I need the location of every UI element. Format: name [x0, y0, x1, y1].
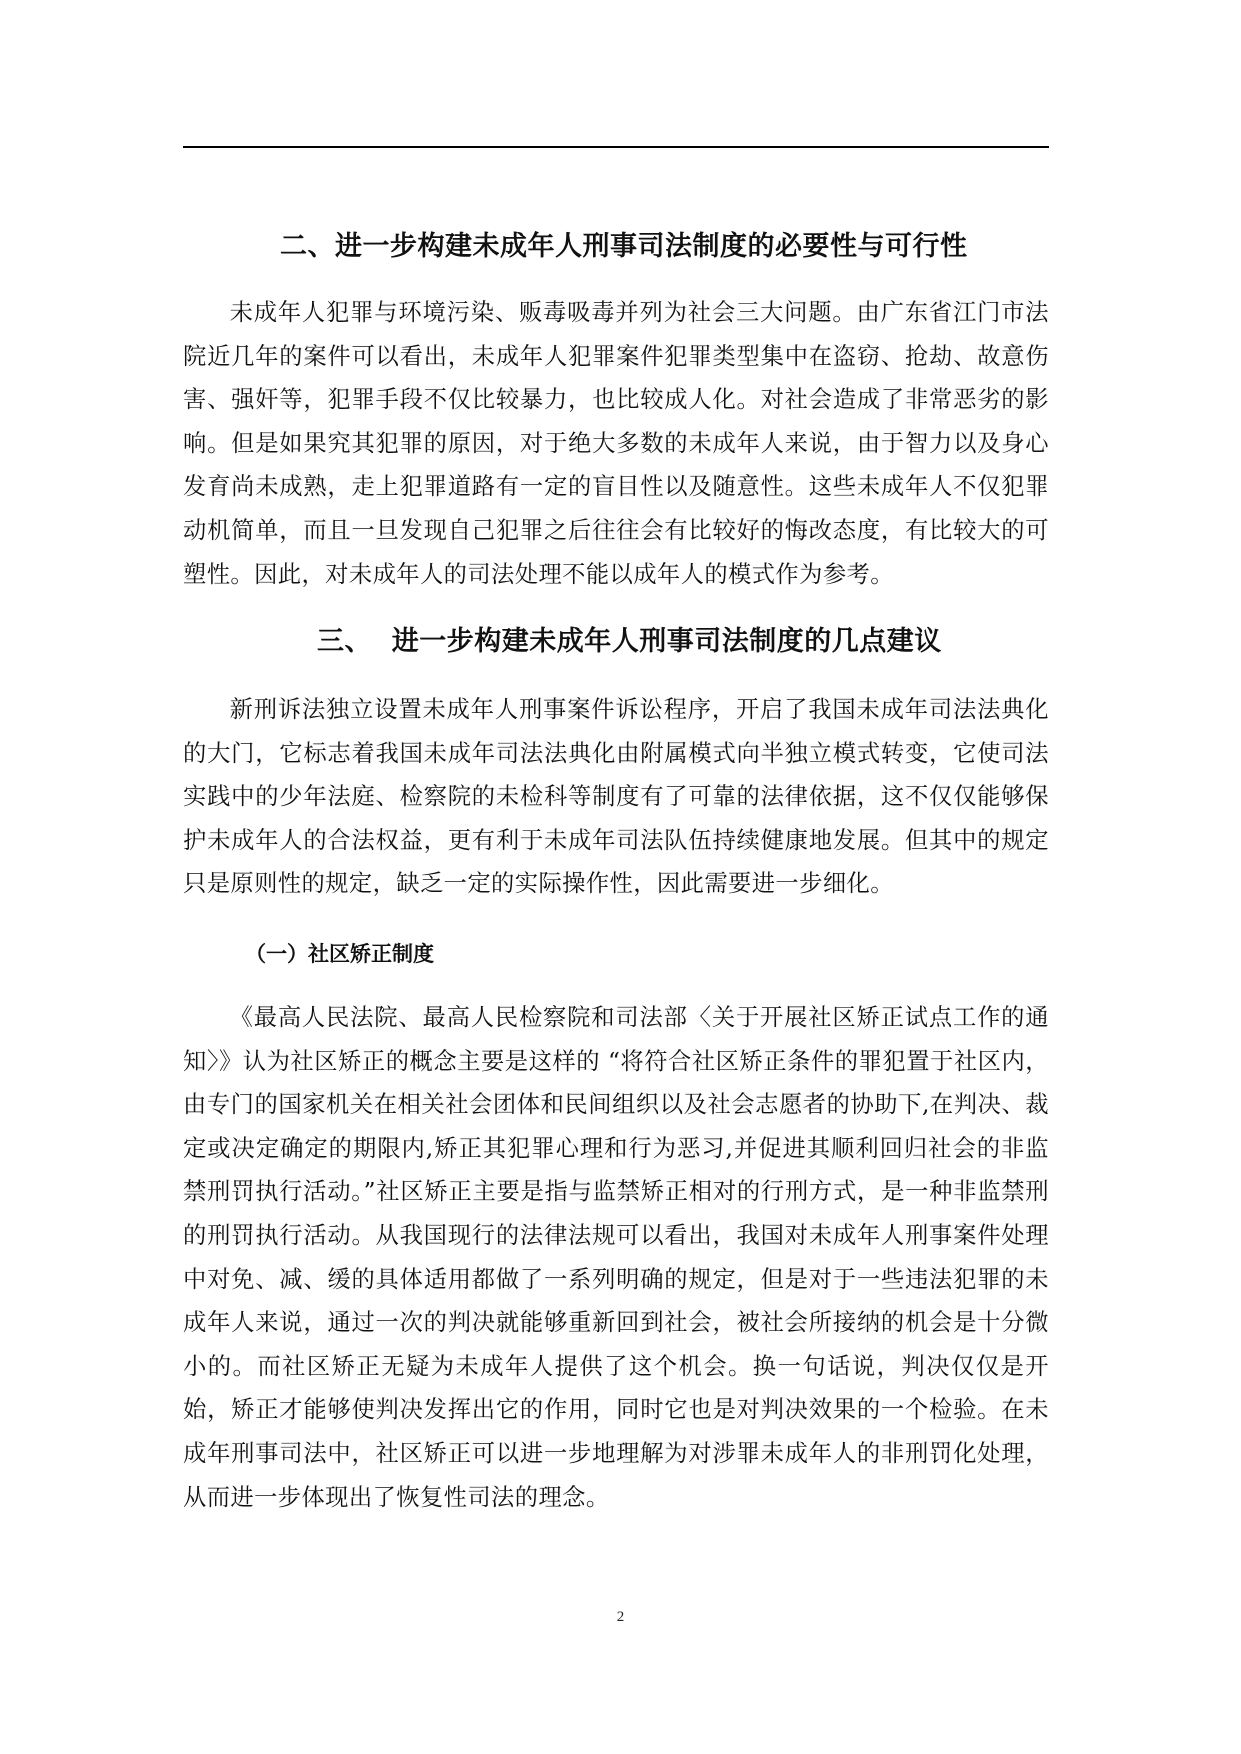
section-paragraph-necessity: 未成年人犯罪与环境污染、贩毒吸毒并列为社会三大问题。由广东省江门市法院近几年的案件可以看出，未成年人犯罪案件犯罪类型集中在盗窃、抢劫、故意伤害、强奸等，犯罪手段不仅比较暴力，也比较成人化。对社会造成了非常恶劣的影响。但是如果究其犯罪的原因，对于绝大多数的未成年人来说，由于智力以及身心发育尚未成熟，走上犯罪道路有一定的盲目性以及随意性。这些未成年人不仅犯罪动机简单，而且一旦发现自己犯罪之后往往会有比较好的悔改态度，有比较大的可塑性。因此，对未成年人的司法处理不能以成年人的模式作为参考。 [183, 299, 1049, 588]
subsection-paragraph-community-correction: 《最高人民法院、最高人民检察院和司法部〈关于开展社区矫正试点工作的通知〉》认为社区矫正的概念主要是这样的 “将符合社区矫正条件的罪犯置于社区内，由专门的国家机关在相关社会团体和民间组织以及社会志愿者的协助下,在判决、裁定或决定确定的期限内,矫正其犯罪心理和行为恶习,并促进其顺利回归社会的非监禁刑罚执行活动。”社区矫正主要是指与监禁矫正相对的行刑方式，是一种非监禁刑的刑罚执行活动。从我国现行的法律法规可以看出，我国对未成年人刑事案件处理中对免、减、缓的具体适用都做了一系列明确的规定，但是对于一些违法犯罪的未成年人来说，通过一次的判决就能够重新回到社会，被社会所接纳的机会是十分微小的。而社区矫正无疑为未成年人提供了这个机会。换一句话说，判决仅仅是开始，矫正才能够使判决发挥出它的作用，同时它也是对判决效果的一个检验。在未成年刑事司法中，社区矫正可以进一步地理解为对涉罪未成年人的非刑罚化处理，从而进一步体现出了恢复性司法的理念。 [183, 1004, 1049, 1511]
section-heading-suggestions: 三、 进一步构建未成年人刑事司法制度的几点建议 [317, 626, 942, 657]
section-heading-necessity: 二、进一步构建未成年人刑事司法制度的必要性与可行性 [280, 231, 968, 262]
page-number: 2 [616, 1609, 625, 1625]
section-paragraph-suggestions: 新刑诉法独立设置未成年人刑事案件诉讼程序，开启了我国未成年司法法典化的大门，它标志着我国未成年司法法典化由附属模式向半独立模式转变，它使司法实践中的少年法庭、检察院的未检科等制度有了可靠的法律依据，这不仅仅能够保护未成年人的合法权益，更有利于未成年司法队伍持续健康地发展。但其中的规定只是原则性的规定，缺乏一定的实际操作性，因此需要进一步细化。 [183, 696, 1049, 898]
header-rule [183, 146, 1049, 148]
subsection-heading-community-correction: （一）社区矫正制度 [245, 942, 434, 966]
